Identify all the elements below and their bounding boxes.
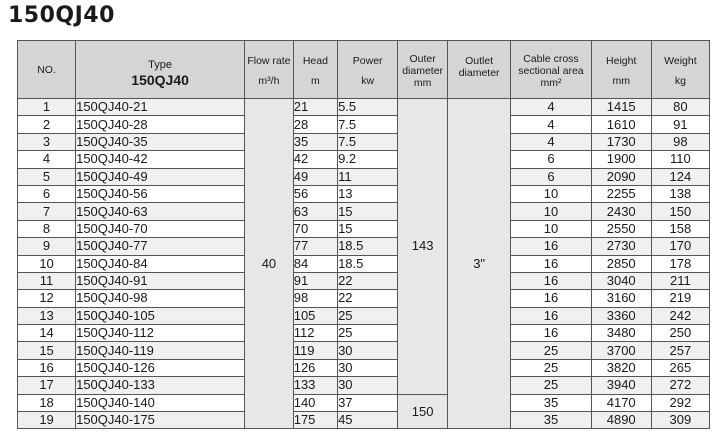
cell-head: 133 [293,377,337,394]
cell-power: 30 [338,359,398,376]
cell-no: 9 [18,238,76,255]
cell-type: 150QJ40-105 [76,307,245,324]
cell-height: 2730 [591,238,651,255]
cell-weight: 138 [651,185,709,202]
cell-weight: 124 [651,168,709,185]
cell-cable: 10 [511,220,591,237]
cell-type: 150QJ40-77 [76,238,245,255]
cell-head: 56 [293,185,337,202]
header-height: Height mm [591,41,651,99]
header-head: Head m [293,41,337,99]
cell-power: 15 [338,220,398,237]
cell-cable: 25 [511,342,591,359]
cell-cable: 25 [511,377,591,394]
cell-no: 1 [18,99,76,116]
cell-no: 6 [18,185,76,202]
cell-cable: 4 [511,99,591,116]
cell-power: 30 [338,377,398,394]
cell-no: 13 [18,307,76,324]
cell-power: 11 [338,168,398,185]
cell-outer-diameter-merged: 143 [398,99,448,395]
cell-type: 150QJ40-112 [76,325,245,342]
header-no: NO. [18,41,76,99]
header-power: Power kw [338,41,398,99]
cell-height: 3820 [591,359,651,376]
cell-weight: 309 [651,412,709,429]
header-flow-rate: Flow rate m³/h [245,41,294,99]
cell-power: 37 [338,394,398,411]
cell-no: 5 [18,168,76,185]
cell-head: 70 [293,220,337,237]
cell-power: 45 [338,412,398,429]
cell-power: 7.5 [338,116,398,133]
cell-type: 150QJ40-42 [76,151,245,168]
cell-power: 18.5 [338,238,398,255]
header-weight: Weight kg [651,41,709,99]
cell-type: 150QJ40-35 [76,133,245,150]
cell-head: 126 [293,359,337,376]
cell-outer-diameter-merged: 150 [398,394,448,429]
cell-power: 9.2 [338,151,398,168]
cell-weight: 257 [651,342,709,359]
cell-cable: 16 [511,290,591,307]
cell-head: 119 [293,342,337,359]
cell-weight: 265 [651,359,709,376]
cell-head: 105 [293,307,337,324]
cell-no: 19 [18,412,76,429]
cell-type: 150QJ40-175 [76,412,245,429]
cell-head: 91 [293,272,337,289]
cell-head: 28 [293,116,337,133]
cell-no: 2 [18,116,76,133]
cell-weight: 158 [651,220,709,237]
cell-type: 150QJ40-49 [76,168,245,185]
cell-cable: 16 [511,307,591,324]
table-row [18,255,710,272]
cell-height: 2255 [591,185,651,202]
cell-type: 150QJ40-98 [76,290,245,307]
cell-no: 10 [18,255,76,272]
cell-type: 150QJ40-119 [76,342,245,359]
cell-weight: 250 [651,325,709,342]
cell-weight: 150 [651,203,709,220]
cell-height: 2430 [591,203,651,220]
cell-power: 22 [338,290,398,307]
cell-height: 3700 [591,342,651,359]
cell-head: 35 [293,133,337,150]
table-row [18,307,710,324]
cell-no: 15 [18,342,76,359]
cell-height: 4170 [591,394,651,411]
header-outer-diameter: Outer diameter mm [398,41,448,99]
table-row [18,133,710,150]
cell-height: 3160 [591,290,651,307]
table-row [18,99,710,116]
cell-no: 4 [18,151,76,168]
cell-head: 140 [293,394,337,411]
cell-no: 11 [18,272,76,289]
table-row [18,359,710,376]
cell-type: 150QJ40-63 [76,203,245,220]
cell-no: 17 [18,377,76,394]
cell-cable: 10 [511,203,591,220]
cell-height: 2090 [591,168,651,185]
table-row [18,220,710,237]
cell-height: 1610 [591,116,651,133]
cell-cable: 35 [511,412,591,429]
cell-type: 150QJ40-126 [76,359,245,376]
cell-power: 30 [338,342,398,359]
cell-height: 1730 [591,133,651,150]
cell-weight: 219 [651,290,709,307]
cell-power: 25 [338,325,398,342]
table-row [18,151,710,168]
spec-table [17,40,710,429]
table-row [18,325,710,342]
cell-height: 1900 [591,151,651,168]
cell-height: 2550 [591,220,651,237]
header-type-model: 150QJ40 [131,72,189,88]
cell-cable: 16 [511,325,591,342]
cell-no: 8 [18,220,76,237]
cell-no: 14 [18,325,76,342]
header-cable-area: Cable cross sectional area mm² [511,41,591,99]
cell-weight: 91 [651,116,709,133]
cell-head: 63 [293,203,337,220]
cell-height: 3940 [591,377,651,394]
table-row [18,377,710,394]
cell-no: 3 [18,133,76,150]
cell-weight: 80 [651,99,709,116]
table-row [18,272,710,289]
cell-head: 84 [293,255,337,272]
cell-head: 112 [293,325,337,342]
table-row [18,168,710,185]
cell-type: 150QJ40-133 [76,377,245,394]
cell-weight: 110 [651,151,709,168]
cell-height: 3360 [591,307,651,324]
cell-type: 150QJ40-91 [76,272,245,289]
header-type: Type 150QJ40 [76,41,245,99]
cell-cable: 10 [511,185,591,202]
cell-type: 150QJ40-21 [76,99,245,116]
cell-no: 12 [18,290,76,307]
header-outlet-diameter: Outlet diameter [447,41,510,99]
cell-cable: 25 [511,359,591,376]
cell-height: 2850 [591,255,651,272]
cell-power: 15 [338,203,398,220]
cell-cable: 6 [511,168,591,185]
cell-height: 1415 [591,99,651,116]
cell-head: 42 [293,151,337,168]
cell-power: 22 [338,272,398,289]
table-row [18,290,710,307]
cell-no: 7 [18,203,76,220]
cell-cable: 4 [511,133,591,150]
cell-type: 150QJ40-84 [76,255,245,272]
cell-head: 49 [293,168,337,185]
cell-weight: 292 [651,394,709,411]
cell-power: 18.5 [338,255,398,272]
cell-weight: 170 [651,238,709,255]
cell-height: 3480 [591,325,651,342]
table-row [18,394,710,411]
cell-power: 5.5 [338,99,398,116]
cell-cable: 16 [511,238,591,255]
cell-weight: 272 [651,377,709,394]
cell-power: 7.5 [338,133,398,150]
cell-height: 4890 [591,412,651,429]
table-row [18,203,710,220]
cell-cable: 35 [511,394,591,411]
cell-head: 175 [293,412,337,429]
table-row [18,412,710,429]
cell-cable: 16 [511,255,591,272]
cell-no: 18 [18,394,76,411]
cell-power: 25 [338,307,398,324]
cell-head: 77 [293,238,337,255]
cell-head: 98 [293,290,337,307]
table-row [18,185,710,202]
cell-weight: 242 [651,307,709,324]
cell-power: 13 [338,185,398,202]
cell-type: 150QJ40-28 [76,116,245,133]
cell-cable: 4 [511,116,591,133]
page-title: 150QJ40 [8,3,115,28]
cell-type: 150QJ40-56 [76,185,245,202]
cell-head: 21 [293,99,337,116]
header-row [18,41,710,99]
cell-weight: 178 [651,255,709,272]
cell-type: 150QJ40-140 [76,394,245,411]
cell-weight: 211 [651,272,709,289]
table-row [18,238,710,255]
cell-weight: 98 [651,133,709,150]
cell-height: 3040 [591,272,651,289]
cell-cable: 6 [511,151,591,168]
table-row [18,342,710,359]
cell-outlet-diameter-merged: 3" [447,99,510,429]
table-row [18,116,710,133]
cell-cable: 16 [511,272,591,289]
cell-no: 16 [18,359,76,376]
cell-flow-rate-merged: 40 [245,99,294,429]
cell-type: 150QJ40-70 [76,220,245,237]
